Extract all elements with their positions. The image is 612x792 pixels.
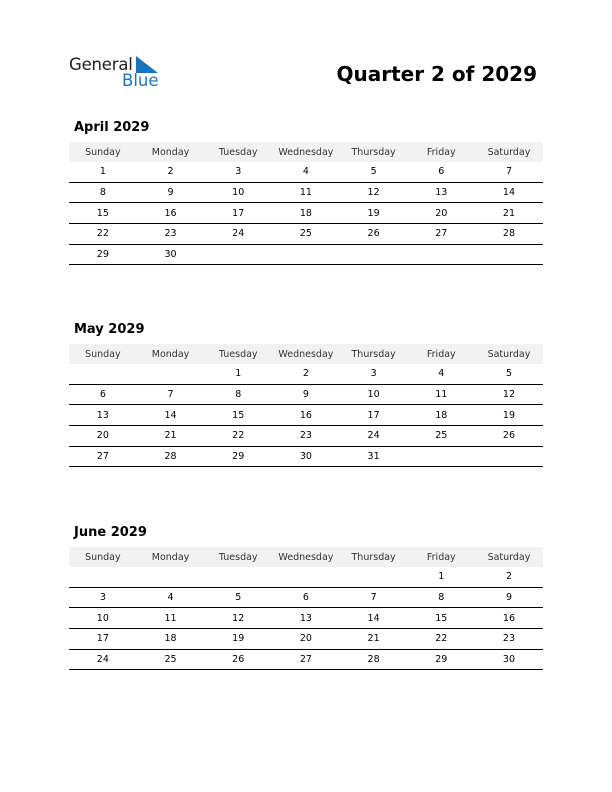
weekday-label: Friday (426, 551, 456, 563)
day-cell: 16 (502, 612, 516, 624)
day-cell: 19 (232, 633, 245, 645)
day-cell: 24 (367, 430, 380, 442)
weekday-label: Monday (151, 146, 190, 158)
day-cell: 29 (232, 451, 245, 463)
day-cell: 19 (367, 207, 380, 219)
day-cell: 26 (367, 228, 380, 240)
day-cell: 11 (164, 612, 177, 624)
day-cell: 23 (502, 633, 516, 645)
day-cell: 7 (167, 389, 174, 401)
day-cell: 7 (370, 592, 377, 604)
day-cell: 17 (96, 633, 109, 645)
weekday-label: Friday (426, 348, 456, 360)
day-cell: 10 (367, 389, 380, 401)
weekday-label: Thursday (351, 348, 396, 360)
day-cell: 29 (96, 249, 109, 261)
day-cell: 24 (232, 228, 245, 240)
day-cell: 13 (435, 187, 448, 199)
day-cell: 1 (438, 571, 445, 583)
day-cell: 26 (232, 654, 245, 666)
day-cell: 28 (164, 451, 177, 463)
day-cell: 2 (167, 166, 174, 178)
day-cell: 6 (99, 389, 106, 401)
week-row (69, 364, 543, 385)
day-cell: 11 (435, 389, 448, 401)
day-cell: 13 (96, 409, 109, 421)
day-cell: 11 (299, 187, 312, 199)
day-cell: 25 (435, 430, 448, 442)
day-cell: 28 (502, 228, 516, 240)
weekday-label: Monday (151, 348, 190, 360)
weekday-label: Monday (151, 551, 190, 563)
week-row (69, 245, 543, 266)
weekday-label: Wednesday (278, 146, 334, 158)
day-cell: 21 (502, 207, 516, 219)
day-cell: 22 (232, 430, 245, 442)
week-row (69, 629, 543, 650)
day-cell: 18 (299, 207, 312, 219)
day-cell: 5 (505, 368, 512, 380)
day-cell: 16 (164, 207, 177, 219)
weekday-label: Thursday (351, 146, 396, 158)
weekday-label: Sunday (85, 551, 121, 563)
week-row (69, 447, 543, 468)
day-cell: 15 (232, 409, 245, 421)
day-cell: 10 (96, 612, 109, 624)
day-cell: 30 (164, 249, 177, 261)
day-cell: 4 (302, 166, 309, 178)
day-cell: 13 (299, 612, 312, 624)
day-cell: 3 (99, 592, 106, 604)
day-cell: 19 (502, 409, 516, 421)
weekday-label: Tuesday (218, 348, 258, 360)
day-cell: 14 (502, 187, 516, 199)
day-cell: 25 (299, 228, 312, 240)
day-cell: 3 (370, 368, 377, 380)
week-row (69, 183, 543, 204)
day-cell: 14 (367, 612, 380, 624)
weekday-label: Sunday (85, 348, 121, 360)
weekday-label: Saturday (487, 348, 531, 360)
week-row (69, 203, 543, 224)
day-cell: 9 (302, 389, 309, 401)
weekday-label: Sunday (85, 146, 121, 158)
day-cell: 26 (502, 430, 516, 442)
day-cell: 23 (299, 430, 312, 442)
day-cell: 8 (99, 187, 106, 199)
day-cell: 3 (235, 166, 242, 178)
day-cell: 2 (302, 368, 309, 380)
day-cell: 7 (505, 166, 512, 178)
week-row (69, 608, 543, 629)
day-cell: 28 (367, 654, 380, 666)
weekday-header-row (69, 344, 543, 364)
day-cell: 4 (438, 368, 445, 380)
day-cell: 20 (435, 207, 448, 219)
day-cell: 15 (435, 612, 448, 624)
day-cell: 5 (370, 166, 377, 178)
day-cell: 15 (96, 207, 109, 219)
day-cell: 12 (232, 612, 245, 624)
day-cell: 22 (435, 633, 448, 645)
weekday-label: Tuesday (218, 551, 258, 563)
week-row (69, 224, 543, 245)
day-cell: 1 (99, 166, 106, 178)
week-row (69, 162, 543, 183)
day-cell: 25 (164, 654, 177, 666)
weekday-label: Tuesday (218, 146, 258, 158)
day-cell: 21 (367, 633, 380, 645)
weekday-header-row (69, 547, 543, 567)
day-cell: 12 (502, 389, 516, 401)
day-cell: 8 (235, 389, 242, 401)
day-cell: 14 (164, 409, 177, 421)
day-cell: 12 (367, 187, 380, 199)
day-cell: 6 (438, 166, 445, 178)
day-cell: 16 (299, 409, 312, 421)
day-cell: 8 (438, 592, 445, 604)
weekday-label: Saturday (487, 146, 531, 158)
day-cell: 20 (299, 633, 312, 645)
week-row (69, 650, 543, 671)
logo-general-text: General (69, 55, 133, 74)
day-cell: 29 (435, 654, 448, 666)
day-cell: 4 (167, 592, 174, 604)
day-cell: 17 (232, 207, 245, 219)
week-row (69, 385, 543, 406)
page-title: Quarter 2 of 2029 (336, 62, 537, 86)
weekday-label: Thursday (351, 551, 396, 563)
day-cell: 9 (505, 592, 512, 604)
logo (69, 55, 169, 95)
weekday-label: Wednesday (278, 551, 334, 563)
day-cell: 2 (505, 571, 512, 583)
week-row (69, 588, 543, 609)
day-cell: 18 (435, 409, 448, 421)
day-cell: 30 (299, 451, 312, 463)
day-cell: 10 (232, 187, 245, 199)
day-cell: 31 (367, 451, 380, 463)
logo-blue-text: Blue (122, 71, 159, 90)
week-row (69, 426, 543, 447)
day-cell: 17 (367, 409, 380, 421)
day-cell: 27 (299, 654, 312, 666)
day-cell: 9 (167, 187, 174, 199)
day-cell: 27 (96, 451, 109, 463)
day-cell: 6 (302, 592, 309, 604)
week-row (69, 405, 543, 426)
day-cell: 22 (96, 228, 109, 240)
month-title: May 2029 (74, 322, 145, 337)
day-cell: 30 (502, 654, 516, 666)
day-cell: 20 (96, 430, 109, 442)
day-cell: 23 (164, 228, 177, 240)
day-cell: 21 (164, 430, 177, 442)
day-cell: 18 (164, 633, 177, 645)
weekday-header-row (69, 142, 543, 162)
week-row (69, 567, 543, 588)
weekday-label: Friday (426, 146, 456, 158)
day-cell: 27 (435, 228, 448, 240)
month-title: June 2029 (74, 525, 147, 540)
day-cell: 24 (96, 654, 109, 666)
day-cell: 5 (235, 592, 242, 604)
weekday-label: Saturday (487, 551, 531, 563)
day-cell: 1 (235, 368, 242, 380)
month-title: April 2029 (74, 120, 150, 135)
weekday-label: Wednesday (278, 348, 334, 360)
